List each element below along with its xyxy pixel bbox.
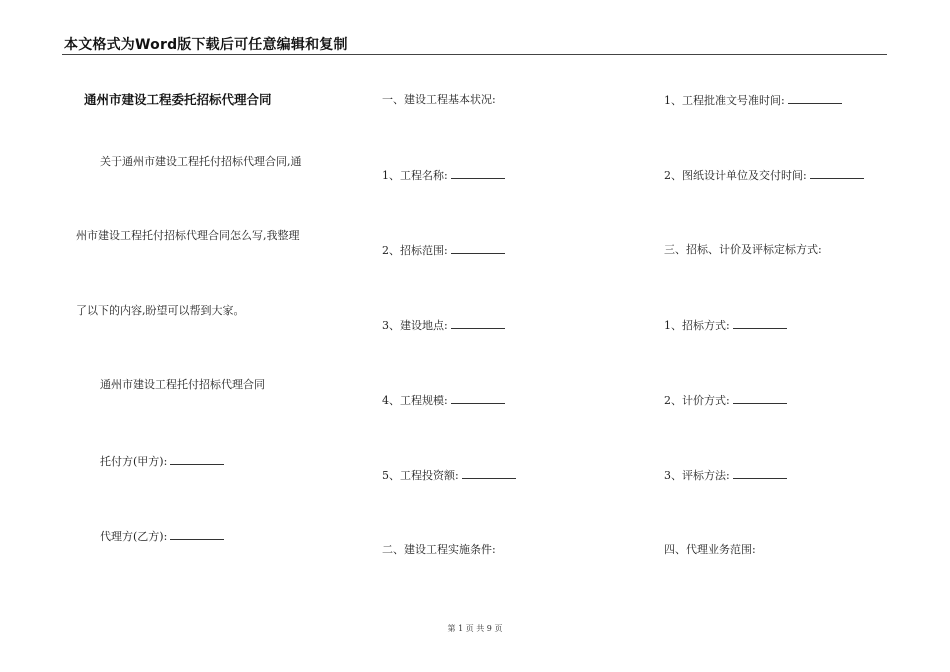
tender-scope-row [382, 243, 505, 258]
evaluation-method-label: 3、评标方法: [664, 469, 730, 482]
investment-row [382, 468, 516, 483]
document-title: 通州市建设工程委托招标代理合同 [84, 92, 272, 107]
party-a-label: 托付方(甲方): [100, 455, 168, 468]
party-b-label: 代理方(乙方): [100, 530, 168, 543]
party-b-row [100, 529, 224, 544]
tender-scope-label: 2、招标范围: [382, 244, 448, 257]
evaluation-method-blank [733, 468, 787, 479]
project-name-blank [451, 168, 505, 179]
location-row [382, 318, 505, 333]
location-blank [451, 318, 505, 329]
document-banner: 本文格式为Word版下载后可任意编辑和复制 [64, 37, 348, 53]
tender-method-label: 1、招标方式: [664, 319, 730, 332]
investment-label: 5、工程投资额: [382, 469, 459, 482]
intro-line-2: 州市建设工程托付招标代理合同怎么写,我整理 [76, 229, 300, 242]
contract-name: 通州市建设工程托付招标代理合同 [100, 378, 265, 391]
scale-label: 4、工程规模: [382, 394, 448, 407]
approval-label: 1、工程批准文号准时间: [664, 94, 785, 107]
section-3-heading: 三、招标、计价及评标定标方式: [664, 243, 822, 256]
party-a-row [100, 454, 224, 469]
approval-row [664, 93, 842, 108]
drawings-label: 2、图纸设计单位及交付时间: [664, 169, 807, 182]
project-name-label: 1、工程名称: [382, 169, 448, 182]
location-label: 3、建设地点: [382, 319, 448, 332]
drawings-blank [810, 168, 864, 179]
evaluation-method-row [664, 468, 787, 483]
scale-row [382, 393, 505, 408]
intro-line-1: 关于通州市建设工程托付招标代理合同,通 [100, 155, 302, 168]
section-1-heading: 一、建设工程基本状况: [382, 93, 496, 106]
tender-method-blank [733, 318, 787, 329]
intro-line-3: 了以下的内容,盼望可以帮到大家。 [76, 304, 245, 317]
approval-blank [788, 93, 842, 104]
project-name-row [382, 168, 505, 183]
investment-blank [462, 468, 516, 479]
drawings-row [664, 168, 864, 183]
tender-method-row [664, 318, 787, 333]
tender-scope-blank [451, 243, 505, 254]
pricing-method-label: 2、计价方式: [664, 394, 730, 407]
section-2-heading: 二、建设工程实施条件: [382, 543, 496, 556]
pricing-method-blank [733, 393, 787, 404]
party-a-blank [170, 454, 224, 465]
section-4-heading: 四、代理业务范围: [664, 543, 756, 556]
pricing-method-row [664, 393, 787, 408]
header-rule [62, 54, 887, 55]
page-number: 第 1 页 共 9 页 [447, 624, 503, 633]
party-b-blank [170, 529, 224, 540]
scale-blank [451, 393, 505, 404]
